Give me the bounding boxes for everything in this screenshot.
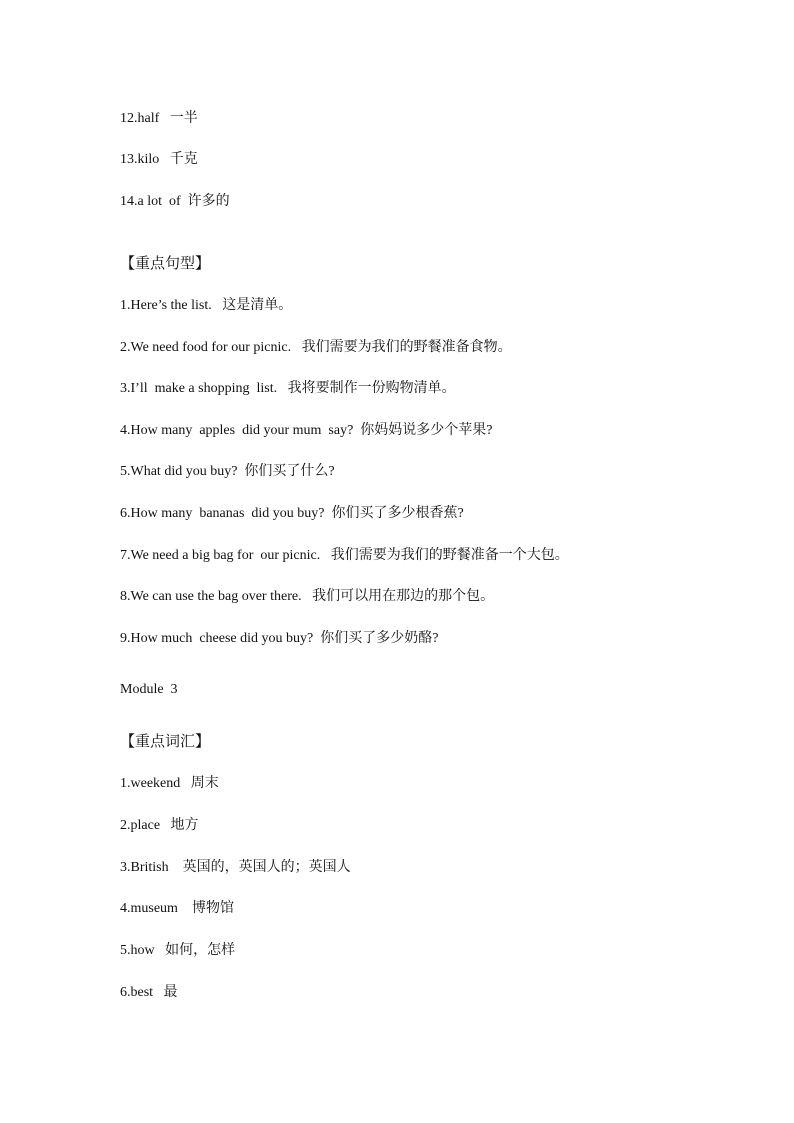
vocab-item-5: 5.how 如何，怎样	[120, 943, 236, 958]
vocab-item-14: 14.a lot of 许多的	[120, 194, 230, 209]
vocab-item-6: 6.best 最	[120, 985, 178, 1000]
sentence-3: 3.I’ll make a shopping list. 我将要制作一份购物清单。	[120, 381, 456, 396]
vocab-item-12: 12.half 一半	[120, 111, 198, 126]
sentence-8: 8.We can use the bag over there. 我们可以用在那边的那个包。	[120, 589, 495, 604]
sentence-9: 9.How much cheese did you buy? 你们买了多少奶酪?	[120, 631, 439, 646]
vocab-item-13: 13.kilo 千克	[120, 152, 198, 167]
sentence-6: 6.How many bananas did you buy? 你们买了多少根香蕉?	[120, 506, 464, 521]
sentence-7: 7.We need a big bag for our picnic. 我们需要为我们的野餐准备一个大包。	[120, 548, 569, 563]
sentence-4: 4.How many apples did your mum say? 你妈妈说多少个苹果?	[120, 423, 493, 438]
vocab-item-3: 3.British 英国的，英国人的；英国人	[120, 860, 351, 875]
sentences-heading: 【重点句型】	[120, 256, 211, 272]
sentence-5: 5.What did you buy? 你们买了什么?	[120, 464, 335, 479]
sentence-2: 2.We need food for our picnic. 我们需要为我们的野餐准备食物。	[120, 340, 512, 355]
vocab-item-2: 2.place 地方	[120, 818, 199, 833]
vocab-item-1: 1.weekend 周末	[120, 776, 219, 791]
vocab-item-4: 4.museum 博物馆	[120, 901, 234, 916]
vocab-heading: 【重点词汇】	[120, 734, 211, 750]
sentence-1: 1.Here’s the list. 这是清单。	[120, 298, 293, 313]
module-title: Module 3	[120, 682, 178, 697]
